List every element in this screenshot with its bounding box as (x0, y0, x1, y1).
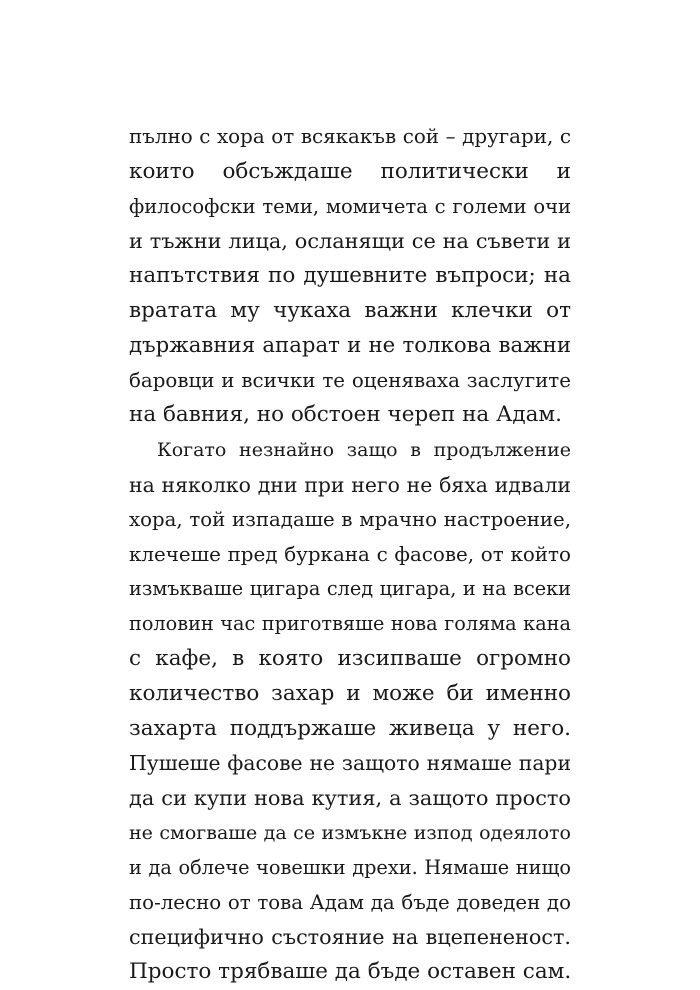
text-line: да си купи нова кутия, а защото просто (129, 786, 571, 811)
text-line: баровци и всички те оценяваха заслугите (129, 368, 571, 392)
text-line: на няколко дни при него не бяха идвали (129, 472, 571, 497)
text-line: на бавния, но обстоен череп на Адам. (129, 402, 562, 428)
text-line: Просто трябваше да бъде оставен сам. (129, 959, 572, 985)
paragraph-2 (129, 433, 571, 990)
text-line: половин час приготвяше нова голяма кана (129, 612, 571, 636)
text-line: с кафе, в която изсипваше огромно (129, 645, 571, 671)
text-line: държавния апарат и не толкова важни (129, 332, 571, 358)
text-line: захарта поддържаше живеца у него. (129, 715, 571, 741)
text-line: Пушеше фасове не защото нямаше пари (129, 751, 571, 776)
text-line: по-лесно от това Адам да бъде доведен до (129, 890, 571, 914)
text-line: философски теми, момичета с големи очи (129, 194, 571, 218)
text-line: и да облече човешки дрехи. Нямаше нищо (129, 855, 571, 879)
text-line: специфично състояние на вцепененост. (129, 925, 571, 950)
text-line: Когато незнайно защо в продължение (157, 439, 571, 462)
text-line: които обсъждаше политически и (129, 158, 571, 184)
text-line: и тъжни лица, осланящи се на съвети и (129, 229, 571, 254)
text-line: количество захар и може би именно (129, 680, 571, 706)
text-line: пълно с хора от всякакъв сой – другари, с (129, 125, 571, 148)
text-line: клечеше пред буркана с фасове, от който (129, 542, 571, 566)
text-line: измъкваше цигара след цигара, и на всеки (129, 577, 571, 601)
text-line: напътствия по душевните въпроси; на (129, 263, 571, 289)
paragraph-1 (129, 120, 571, 433)
text-line: хора, той изпадаше в мрачно настроение, (129, 507, 571, 531)
text-line: не смогваше да се измъкне изпод одеялото (129, 821, 571, 844)
text-line: вратата му чукаха важни клечки от (129, 297, 571, 323)
body-text (129, 120, 571, 990)
